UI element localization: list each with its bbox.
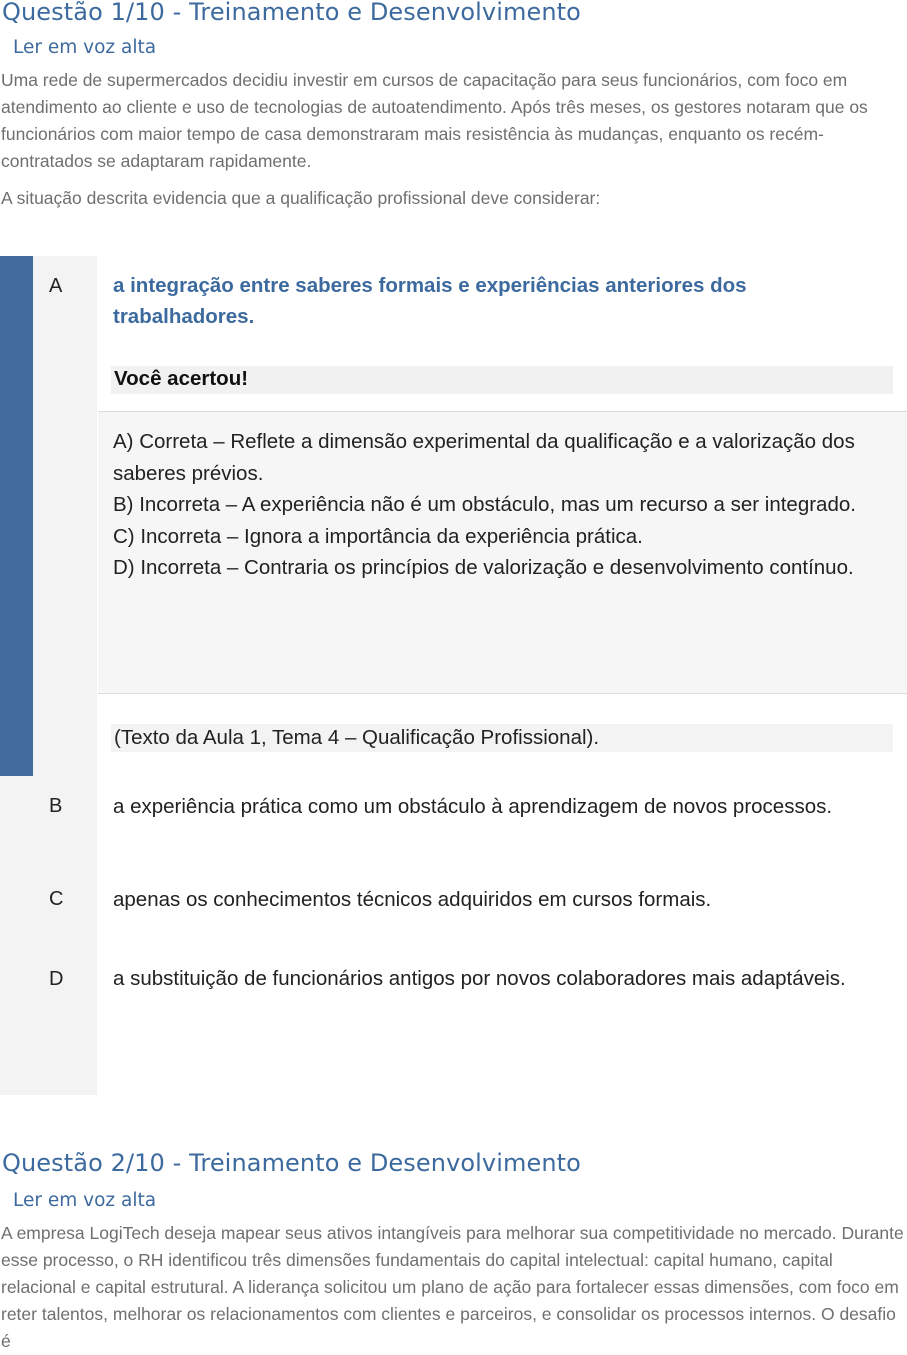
question-1-subject: Treinamento e Desenvolvimento [189, 0, 581, 26]
read-aloud-link-2[interactable]: Ler em voz alta [13, 1190, 157, 1211]
title-separator: - [172, 1149, 182, 1177]
option-a-text[interactable]: a integração entre saberes formais e experiências anteriores dos trabalhadores. [113, 274, 747, 328]
feedback-source-text: (Texto da Aula 1, Tema 4 – Qualificação Profissional). [114, 726, 600, 749]
feedback-line-a: A) Correta – Reflete a dimensão experimental da qualificação e a valorização dos saberes prévios. [113, 430, 855, 485]
feedback-title: Você acertou! [114, 367, 249, 390]
question-1-prompt: A situação descrita evidencia que a qualificação profissional deve considerar: [1, 188, 601, 208]
option-b-letter[interactable]: B [49, 795, 63, 817]
option-c-text[interactable]: apenas os conhecimentos técnicos adquiridos em cursos formais. [113, 888, 712, 911]
read-aloud-link-1[interactable]: Ler em voz alta [13, 37, 157, 58]
question-1-title [2, 0, 581, 26]
feedback-text [113, 426, 898, 584]
feedback-line-b: B) Incorreta – A experiência não é um obstáculo, mas um recurso a ser integrado. [113, 493, 856, 516]
question-1-statement: Uma rede de supermercados decidiu investir em cursos de capacitação para seus funcionários, com foco em atendimento ao cliente e uso de tecnologias de autoatendimento. Após três meses, os gestores notaram que os funcionários com maior tempo de casa demonstraram mais resistência às mudanças, enquanto os recém-contratados se adaptaram rapidamente. [1, 70, 868, 171]
option-d-text[interactable]: a substituição de funcionários antigos por novos colaboradores mais adaptáveis. [113, 967, 846, 990]
selected-option-indicator [0, 256, 33, 776]
question-1-number: Questão 1/10 [2, 0, 165, 26]
feedback-line-c: C) Incorreta – Ignora a importância da experiência prática. [113, 524, 643, 548]
option-b-text[interactable]: a experiência prática como um obstáculo à aprendizagem de novos processos. [113, 795, 833, 818]
option-a-letter[interactable]: A [49, 275, 63, 297]
question-2-subject: Treinamento e Desenvolvimento [189, 1149, 581, 1177]
question-2-statement: A empresa LogiTech deseja mapear seus ativos intangíveis para melhorar sua competitividade no mercado. Durante esse processo, o RH identificou três dimensões fundamentais do capital intelectual: capital humano, capital relacional e capital estrutural. A liderança solicitou um plano de ação para fortalecer essas dimensões, com foco em reter talentos, melhorar os relacionamentos com clientes e parceiros, e consolidar os processos internos. O desafio é [1, 1223, 904, 1351]
option-c-letter[interactable]: C [49, 888, 64, 910]
option-d-letter[interactable]: D [49, 968, 64, 990]
feedback-header [111, 366, 893, 394]
title-separator: - [172, 0, 182, 26]
feedback-source [111, 724, 893, 752]
feedback-explanation [98, 411, 907, 694]
feedback-line-d: D) Incorreta – Contraria os princípios de valorização e desenvolvimento contínuo. [113, 556, 854, 579]
question-2-title [2, 1149, 581, 1177]
question-2-number: Questão 2/10 [2, 1149, 165, 1177]
